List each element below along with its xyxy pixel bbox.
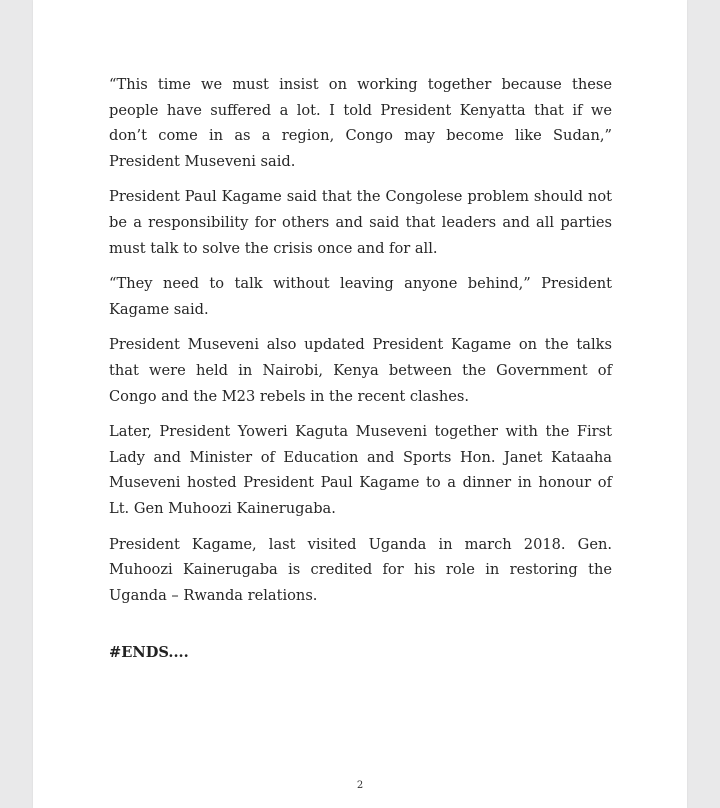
paragraph-kagame-statement: President Paul Kagame said that the Congolese problem should not be a responsibility for others and said that leaders and all parties must talk to solve the crisis once and for all. bbox=[109, 188, 612, 257]
paragraph-dinner: Later, President Yoweri Kaguta Museveni together with the First Lady and Minister of Education and Sports Hon. Janet Kataaha Museveni hosted President Paul Kagame to a dinner in honour of Lt. Gen Muhoozi Kainerugaba. bbox=[109, 423, 612, 517]
ends-marker: #ENDS.... bbox=[109, 644, 189, 661]
paragraph-kagame-quote: “They need to talk without leaving anyone behind,” President Kagame said. bbox=[109, 275, 612, 318]
page-number: 2 bbox=[356, 780, 364, 791]
paragraph-nairobi-talks: President Museveni also updated President Kagame on the talks that were held in Nairobi, Kenya between the Government of Congo and the M23 rebels in the recent clashes. bbox=[109, 336, 612, 405]
paragraph-last-visit: President Kagame, last visited Uganda in march 2018. Gen. Muhoozi Kainerugaba is credited for his role in restoring the Uganda – Rwanda relations. bbox=[109, 535, 612, 604]
document-page bbox=[33, 0, 687, 808]
paragraph-museveni-quote: “This time we must insist on working together because these people have suffered a lot. I told President Kenyatta that if we don’t come in as a region, Congo may become like Sudan,” President Museveni said. bbox=[109, 76, 612, 170]
document-body bbox=[109, 72, 612, 618]
